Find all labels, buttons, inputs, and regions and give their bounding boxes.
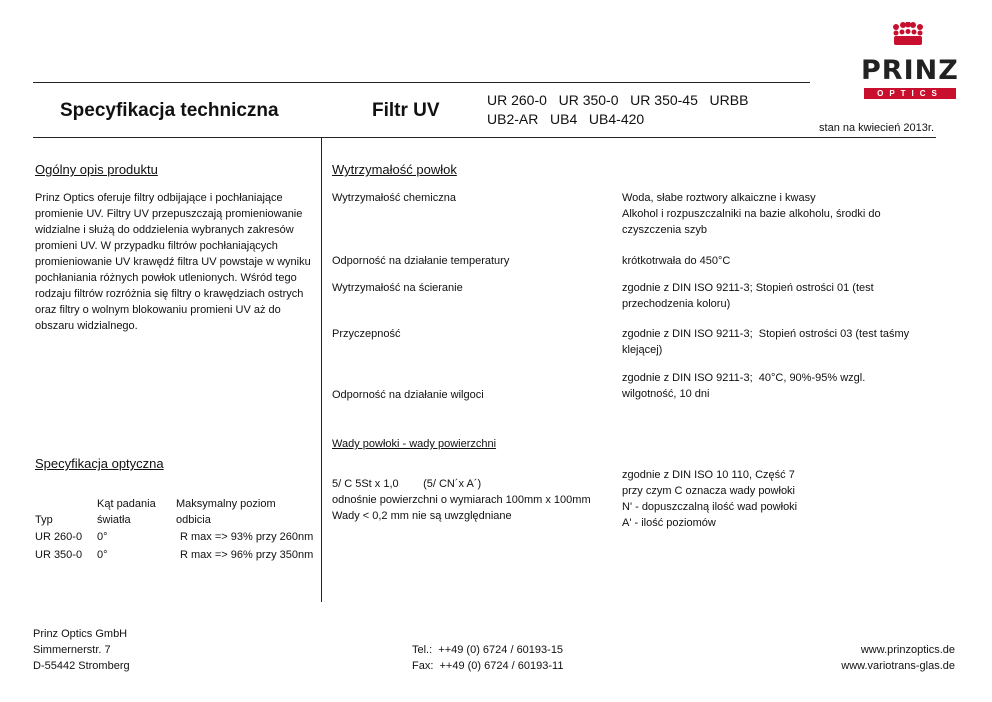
durability-value: Woda, słabe roztwory alkaiczne i kwasy Alkohol i rozpuszczalniki na bazie alkoholu, środki do czyszczenia szyb (622, 192, 881, 236)
durability-value: zgodnie z DIN ISO 9211-3; 40°C, 90%-95% wzgl. wilgotność, 10 dni (622, 372, 866, 400)
general-description: Prinz Optics oferuje filtry odbijające i pochłaniające promienie UV. Filtry UV przepuszczają promieniowanie widzialne i służą do oddzielenia wybranych zakresów promieni UV. W przypadku filtrów pochłaniających promieniowanie UV krawędź filtra UV powstaje w wyniku pochłaniania różnych powłok utlenionych. Wśród tego rodzaju filtrów rozróżnia się filtry o krawędziach ostrych oraz filtry o wolnym blokowaniu promieni UV aż do obszaru widzialnego. (35, 192, 311, 332)
status-date (810, 120, 936, 138)
optical-col-type: Typ (35, 514, 53, 526)
durability-label: Przyczepność (332, 328, 401, 340)
header-bottom-rule (33, 137, 936, 138)
status-date-text: stan na kwiecień 2013r. (819, 122, 934, 134)
optical-row-type: UR 350-0 (35, 549, 83, 561)
durability-label: Wytrzymałość chemiczna (332, 192, 456, 204)
optical-row-angle: 0° (97, 531, 108, 543)
durability-label: Odporność na działanie temperatury (332, 255, 510, 267)
optical-col-reflect: Maksymalny poziom odbicia (176, 498, 276, 526)
optical-row-angle: 0° (97, 549, 108, 561)
page-title: Specyfikacja techniczna (60, 100, 279, 121)
footer-phone: Tel.: ++49 (0) 6724 / 60193-15 Fax: ++49 (0) 6724 / 60193-11 (412, 644, 564, 672)
optical-heading: Specyfikacja optyczna (35, 456, 164, 471)
product-name: Filtr UV (372, 100, 440, 121)
model-list-line2: UB2-AR UB4 UB4-420 (487, 111, 645, 127)
durability-heading: Wytrzymałość powłok (332, 162, 457, 177)
durability-label: Odporność na działanie wilgoci (332, 389, 484, 401)
defects-heading: Wady powłoki - wady powierzchni (332, 438, 497, 450)
footer-web[interactable]: www.prinzoptics.de www.variotrans-glas.de (841, 644, 955, 672)
model-list-line1: UR 260-0 UR 350-0 UR 350-45 URBB (487, 92, 749, 108)
defects-explanation: zgodnie z DIN ISO 10 110, Część 7 przy czym C oznacza wady powłoki N' - dopuszczalną ilość wad powłoki A' - ilość poziomów (622, 469, 798, 529)
brand-logo (858, 22, 958, 100)
logo-name: PRINZ (861, 55, 959, 86)
header-top-rule (33, 82, 810, 83)
logo-tagline: OPTICS (864, 88, 956, 99)
general-heading: Ogólny opis produktu (35, 162, 158, 177)
optical-row-reflect: R max => 93% przy 260nm (180, 531, 314, 543)
durability-label: Wytrzymałość na ścieranie (332, 282, 463, 294)
durability-value: zgodnie z DIN ISO 9211-3; Stopień ostrości 01 (test przechodzenia koloru) (622, 282, 874, 310)
optical-row-type: UR 260-0 (35, 531, 83, 543)
crown-icon (891, 22, 925, 48)
durability-value: zgodnie z DIN ISO 9211-3; Stopień ostrości 03 (test taśmy klejącej) (622, 328, 910, 356)
defects-spec: 5/ C 5St x 1,0 (5/ CN´x A´) odnośnie powierzchni o wymiarach 100mm x 100mm Wady < 0,2 mm nie są uwzględniane (332, 478, 591, 522)
durability-value: krótkotrwała do 450°C (622, 255, 731, 267)
optical-row-reflect: R max => 96% przy 350nm (180, 549, 314, 561)
column-divider (321, 137, 322, 602)
optical-col-angle: Kąt padania światła (97, 498, 156, 526)
footer-company: Prinz Optics GmbH Simmernerstr. 7 D-55442 Stromberg (33, 628, 130, 672)
